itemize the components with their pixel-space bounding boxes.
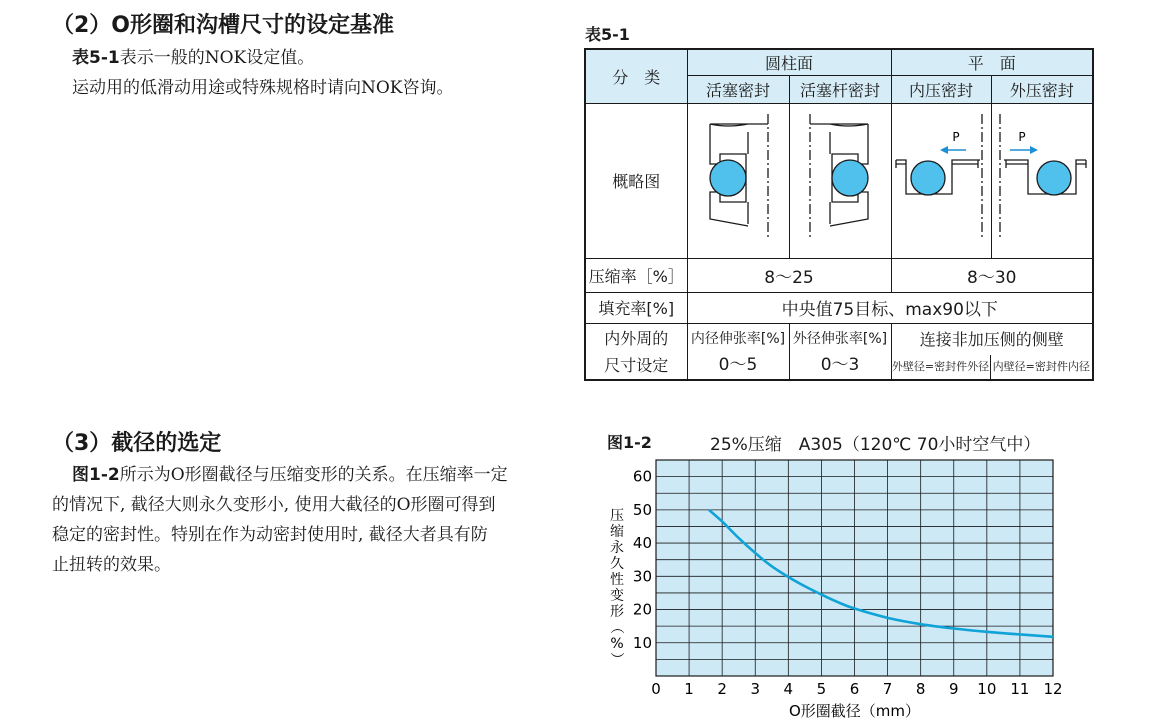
section2-line2: 运动用的低滑动用途或特殊规格时请向NOK咨询。	[72, 78, 454, 98]
compression-label: 压缩率［%］	[585, 258, 687, 292]
compression-cylinder-value: 8～25	[687, 258, 891, 292]
side-wall-label: 连接非加压侧的侧壁	[919, 329, 1064, 349]
diagram-label: 概略图	[585, 103, 687, 258]
y-label-char: ）	[608, 652, 624, 666]
cylinder-header: 圆柱面	[687, 49, 891, 75]
x-axis-label: O形圈截径（mm）	[788, 702, 921, 719]
x-tick-label: 3	[750, 680, 761, 698]
outer-wall-note: 外壁径=密封件外径	[892, 355, 991, 379]
inner-wall-note: 内壁径=密封件内径	[992, 359, 1090, 373]
section2-line1-text: 表示一般的NOK设定值。	[119, 48, 315, 68]
outer-stretch-label: 外径伸张率[%]	[792, 330, 888, 347]
section3-line3: 稳定的密封性。特别在作为动密封使用时, 截径大者具有防	[52, 525, 488, 545]
y-tick-label: 20	[632, 600, 652, 619]
y-label-char: 变	[610, 588, 624, 604]
internal-seal-header: 内压密封	[891, 75, 991, 103]
y-tick-label: 60	[632, 467, 652, 486]
compression-flat-value: 8～30	[891, 258, 1093, 292]
piston-seal-header: 活塞密封	[687, 75, 789, 103]
rod-seal-header: 活塞杆密封	[789, 75, 891, 103]
outer-stretch-value: 0～3	[820, 354, 860, 375]
x-tick-label: 4	[783, 680, 794, 698]
figure-ref: 图1-2	[72, 465, 120, 485]
y-label-char: 形	[610, 604, 624, 620]
flat-header: 平 面	[891, 49, 1093, 75]
y-label-char: 久	[610, 556, 624, 572]
section3-line1-text: 所示为O形圈截径与压缩变形的关系。在压缩率一定	[119, 465, 508, 485]
inner-stretch-label: 内径伸张率[%]	[690, 330, 786, 347]
x-tick-label: 0	[651, 680, 661, 698]
y-label-char: %	[610, 636, 624, 652]
y-tick-label: 10	[632, 633, 652, 652]
x-tick-label: 7	[882, 680, 893, 698]
y-label-char: 性	[610, 572, 624, 588]
section3-line4: 止扭转的效果。	[52, 555, 171, 575]
fill-label: 填充率[%]	[585, 292, 687, 323]
table-ref: 表5-1	[72, 48, 120, 68]
dimension-label-line1: 内外周的	[604, 329, 669, 348]
y-tick-label: 30	[632, 567, 652, 586]
x-tick-label: 8	[915, 680, 926, 698]
fill-value: 中央值75目标、max90以下	[687, 292, 1093, 323]
x-tick-label: 10	[977, 680, 997, 698]
figure-subtitle: 25%压缩 A305（120℃ 70小时空气中）	[710, 435, 1041, 455]
x-tick-label: 12	[1043, 680, 1063, 698]
category-header: 分 类	[585, 49, 687, 103]
x-tick-label: 9	[948, 680, 959, 698]
figure-caption: 图1-2	[607, 433, 652, 452]
y-label-char: 永	[610, 540, 624, 556]
table-caption: 表5-1	[585, 25, 630, 44]
x-tick-label: 1	[684, 680, 694, 698]
y-label-char: 缩	[610, 524, 624, 540]
section3-title: （3）截径的选定	[52, 431, 222, 456]
pressure-label: P	[1018, 129, 1026, 144]
y-label-char: （	[608, 620, 624, 634]
inner-stretch-value: 0～5	[718, 354, 758, 375]
x-tick-label: 2	[717, 680, 727, 698]
y-tick-label: 50	[632, 500, 652, 519]
y-axis-label	[608, 508, 624, 666]
section3-line2: 的情况下, 截径大则永久变形小, 使用大截径的O形圈可得到	[52, 495, 496, 515]
x-tick-label: 11	[1010, 680, 1030, 698]
x-tick-label: 6	[849, 680, 860, 698]
external-seal-header: 外压密封	[991, 75, 1093, 103]
y-label-char: 压	[610, 508, 624, 524]
pressure-label: P	[952, 129, 960, 144]
dimension-label-line2: 尺寸设定	[604, 356, 669, 375]
section2-title: （2）O形圈和沟槽尺寸的设定基准	[52, 13, 395, 38]
y-tick-label: 40	[632, 534, 652, 553]
x-tick-label: 5	[816, 680, 827, 698]
